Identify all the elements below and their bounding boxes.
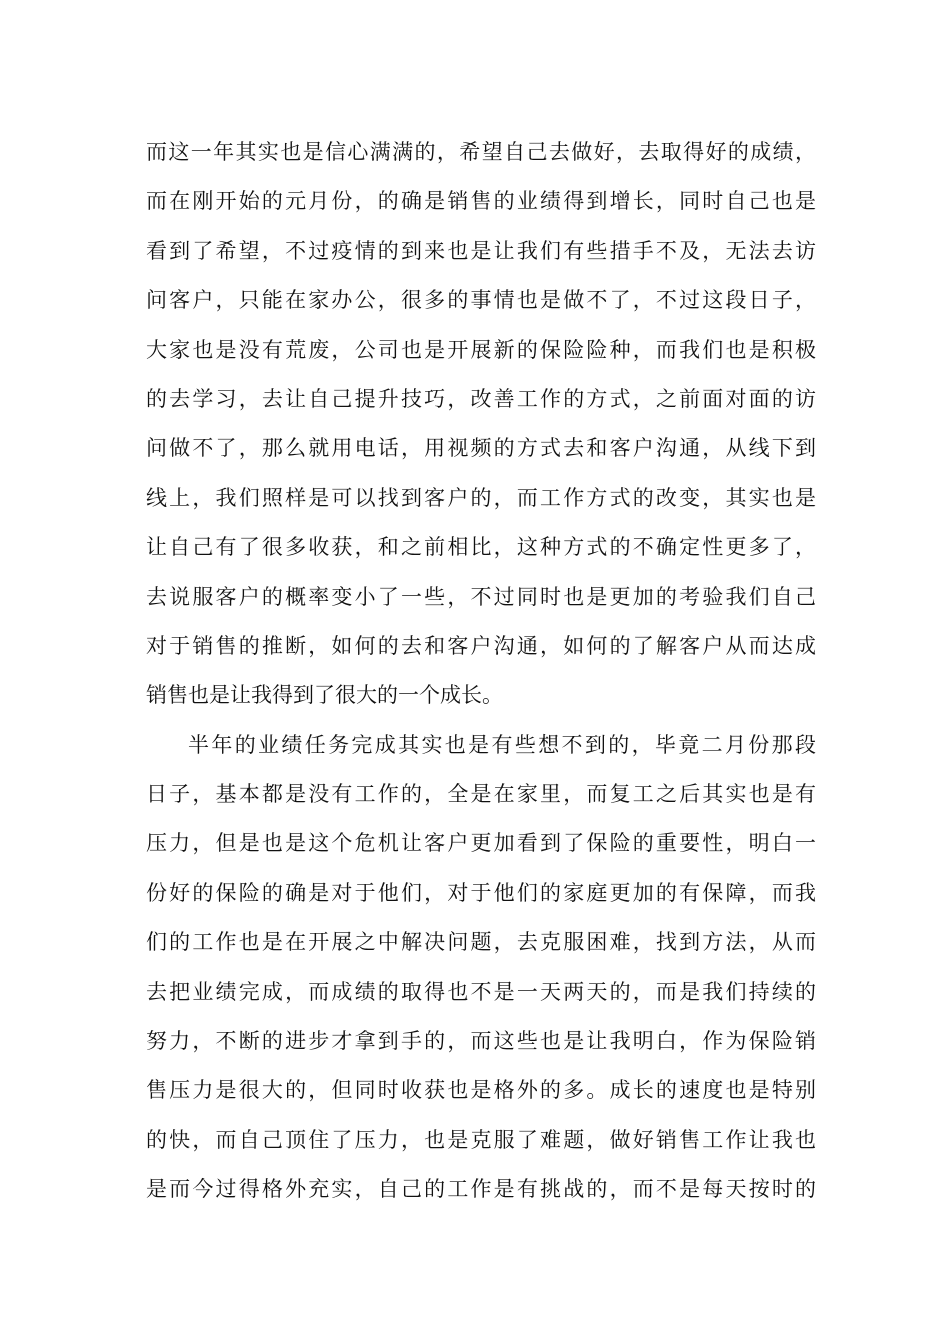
text-line: 而这一年其实也是信心满满的，希望自己去做好，去取得好的成绩，	[146, 140, 816, 164]
text-line: 让自己有了很多收获，和之前相比，这种方式的不确定性更多了，	[146, 535, 816, 560]
text-line: 半年的业绩任务完成其实也是有些想不到的，毕竟二月份那段	[188, 732, 816, 757]
text-line: 看到了希望，不过疫情的到来也是让我们有些措手不及，无法去访	[146, 238, 816, 263]
text-line: 售压力是很大的，但同时收获也是格外的多。成长的速度也是特别	[146, 1078, 816, 1103]
text-line: 压力，但是也是这个危机让客户更加看到了保险的重要性，明白一	[146, 831, 816, 856]
text-line: 的去学习，去让自己提升技巧，改善工作的方式，之前面对面的访	[146, 386, 816, 411]
text-line: 问做不了，那么就用电话，用视频的方式去和客户沟通，从线下到	[146, 436, 816, 461]
text-line: 对于销售的推断，如何的去和客户沟通，如何的了解客户从而达成	[146, 633, 816, 658]
text-line: 努力，不断的进步才拿到手的，而这些也是让我明白，作为保险销	[146, 1029, 816, 1054]
paragraph-2	[146, 721, 816, 1215]
text-line: 销售也是让我得到了很大的一个成长。	[146, 683, 503, 708]
paragraph-1	[146, 128, 816, 721]
text-line: 去把业绩完成，而成绩的取得也不是一天两天的，而是我们持续的	[146, 979, 816, 1004]
text-line: 的快，而自己顶住了压力，也是克服了难题，做好销售工作让我也	[146, 1127, 816, 1152]
text-line: 是而今过得格外充实，自己的工作是有挑战的，而不是每天按时的	[146, 1177, 816, 1202]
text-line: 日子，基本都是没有工作的，全是在家里，而复工之后其实也是有	[146, 782, 816, 807]
text-line: 问客户，只能在家办公，很多的事情也是做不了，不过这段日子，	[146, 288, 816, 313]
text-line: 线上，我们照样是可以找到客户的，而工作方式的改变，其实也是	[146, 485, 816, 510]
body-text	[146, 128, 816, 1215]
text-line: 去说服客户的概率变小了一些，不过同时也是更加的考验我们自己	[146, 584, 816, 609]
text-line: 们的工作也是在开展之中解决问题，去克服困难，找到方法，从而	[146, 930, 816, 955]
text-line: 大家也是没有荒废，公司也是开展新的保险险种，而我们也是积极	[146, 337, 816, 362]
text-line: 而在刚开始的元月份，的确是销售的业绩得到增长，同时自己也是	[146, 189, 816, 214]
text-line: 份好的保险的确是对于他们，对于他们的家庭更加的有保障，而我	[146, 880, 816, 905]
